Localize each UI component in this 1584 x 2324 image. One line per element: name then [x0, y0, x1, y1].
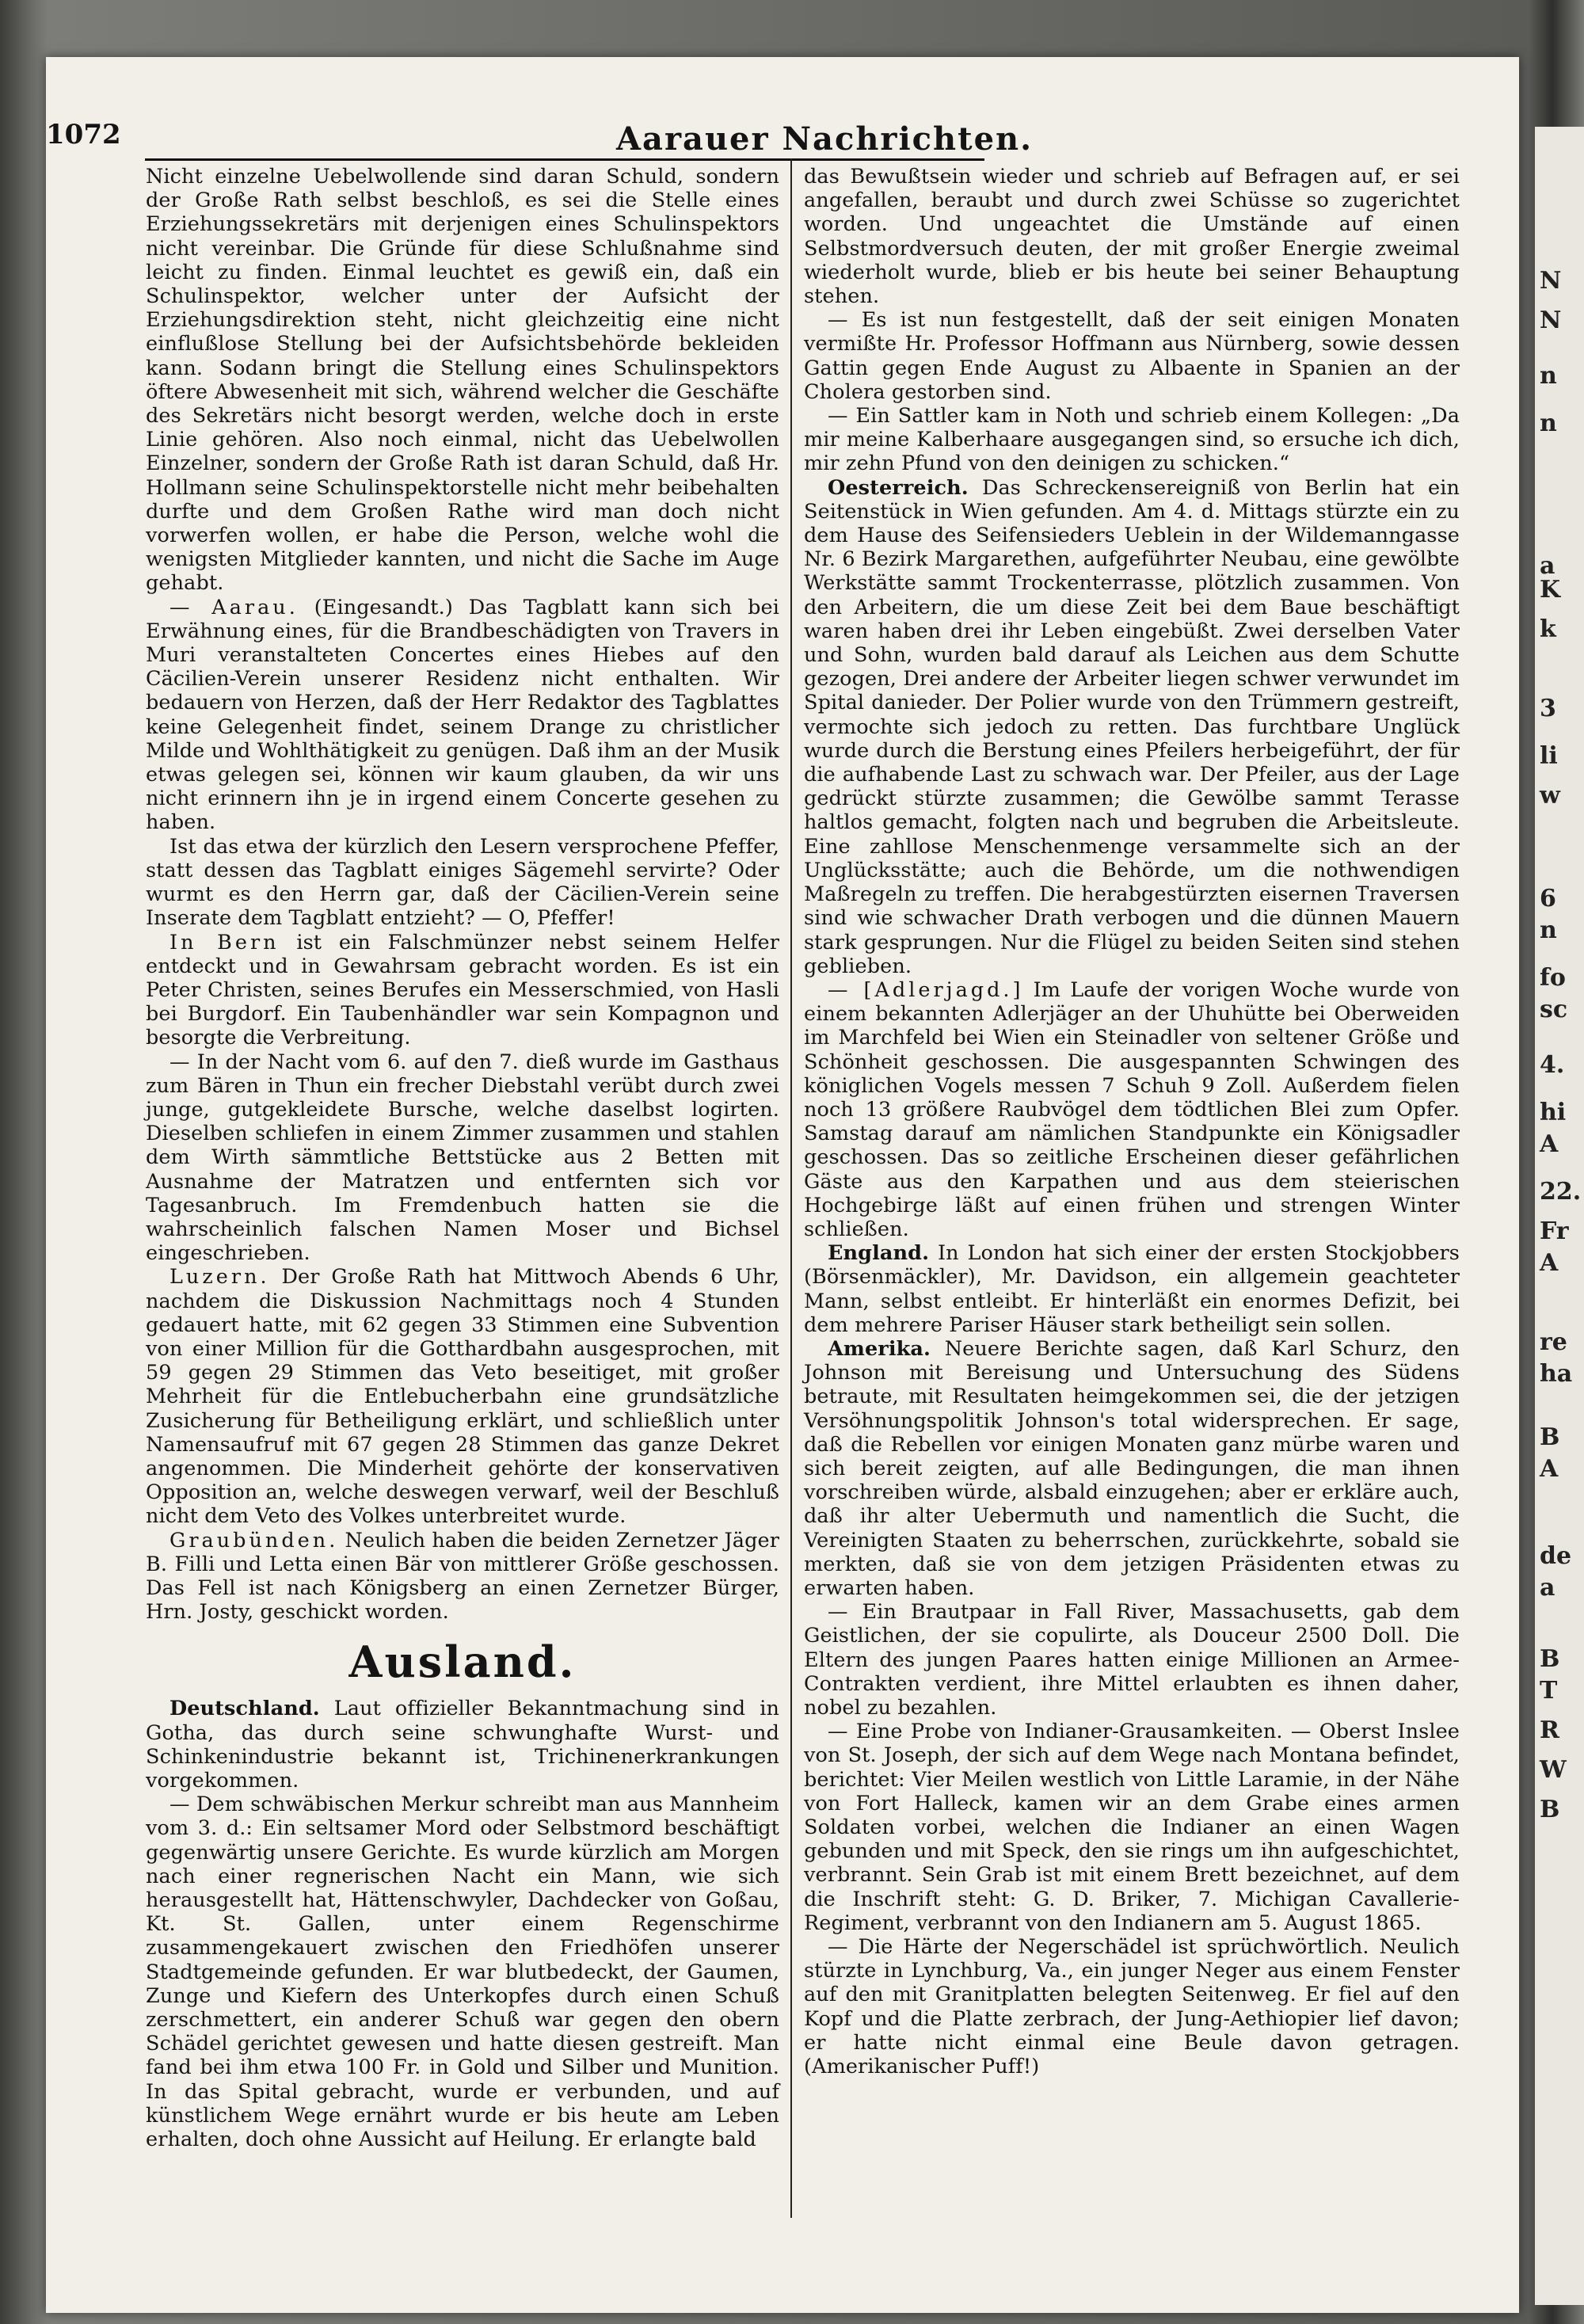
adjacent-page-fragment: 6 [1540, 885, 1556, 912]
adjacent-page-fragment: n [1540, 916, 1557, 944]
adjacent-page-edge [1535, 127, 1584, 2305]
article-text: Laut offizieller Bekanntmachung sind in Gotha, das durch seine schwunghafte Wurst- und Schinkenindustrie bekannt ist, Trichinenerkrankungen vorgekommen. [146, 1697, 779, 1793]
page-number: 1072 [46, 119, 121, 150]
adjacent-page-fragment: fo [1540, 964, 1566, 992]
country-heading: Deutschland. [169, 1697, 320, 1721]
article-paragraph [804, 476, 1460, 978]
adjacent-page-fragment: B [1540, 1423, 1560, 1451]
right-column [804, 165, 1460, 2078]
country-heading: Oesterreich. [828, 475, 969, 500]
adjacent-page-fragment: re [1540, 1328, 1567, 1356]
adjacent-page-fragment: 22. [1540, 1178, 1582, 1206]
article-paragraph: Nicht einzelne Uebelwollende sind daran Schuld, sondern der Große Rath selbst beschloß, es sei die Stelle eines Erziehungssekretärs mit derjenigen eines Schulinspektors nicht vereinbar. Die Gründe für diese Schlußnahme sind leicht zu finden. Einmal leuchtet es gewiß ein, daß ein Schulinspektor, welcher unter der Aufsicht der Erziehungsdirektion steht, nicht gleichzeitig eine nicht einflußlose Stellung bei der Aufsichtsbehörde bekleiden kann. Sodann bringt die Stellung eines Schulinspektors öftere Abwesenheit mit sich, während welcher die Geschäfte des Sekretärs nicht besorgt werden, welche doch in erste Linie gehören. Also noch einmal, nicht das Uebelwollen Einzelner, sondern der Große Rath ist daran Schuld, daß Hr. Hollmann seine Schulinspektorstelle nicht mehr beibehalten durfte und dem Großen Rathe wird man doch nicht vorwerfen wollen, er habe die Person, welche wohl die wenigsten Mitglieder kannten, und nicht die Sache im Auge gehabt. [146, 165, 779, 596]
article-text: In London hat sich einer der ersten Stockjobbers (Börsenmäckler), Mr. Davidson, ein allgemein geachteter Mann, selbst entleibt. Er hinterläßt ein enormes Defizit, bei dem mehrere Pariser Häuser stark betheiligt sein sollen. [804, 1241, 1460, 1337]
adjacent-page-fragment: n [1540, 410, 1557, 437]
adjacent-page-fragment: n [1540, 362, 1557, 390]
article-paragraph [146, 1697, 779, 1793]
article-paragraph [804, 978, 1460, 1241]
article-paragraph: — Ein Sattler kam in Noth und schrieb einem Kollegen: „Da mir meine Kalberhaare ausgegangen sind, so ersuche ich dich, mir zehn Pfund von den deinigen zu schicken.“ [804, 404, 1460, 476]
adjacent-page-fragment: de [1540, 1542, 1572, 1570]
adjacent-page-fragment: 4. [1540, 1051, 1565, 1079]
article-paragraph [146, 931, 779, 1050]
article-paragraph [146, 1265, 779, 1528]
article-text: Der Große Rath hat Mittwoch Abends 6 Uhr, nachdem die Diskussion Nachmittags noch 4 Stunden gedauert hatte, mit 62 gegen 33 Stimmen eine Subvention von einer Million für die Gotthardbahn ausgesprochen, mit 59 gegen 29 Stimmen das Veto beseitiget, mit großer Mehrheit für die Entlebucherbahn eine grundsätzliche Zusicherung für Betheiligung erklärt, und schließlich unter Namensaufruf mit 67 gegen 28 Stimmen das ganze Dekret angenommen. Die Minderheit gehörte der konservativen Opposition an, welche deswegen verwarf, weil der Beschluß nicht dem Veto des Volkes unterbreitet wurde. [146, 1265, 779, 1529]
masthead: Aarauer Nachrichten. [616, 120, 1034, 158]
article-paragraph: — Die Härte der Negerschädel ist sprüchwörtlich. Neulich stürzte in Lynchburg, Va., ein junger Neger aus einem Fenster auf den mit Granitplatten belegten Seitenweg. Er fiel auf den Kopf und die Platte zerbrach, der Jung-Aethiopier lief davon; er hatte nicht einmal eine Beule davon getragen. (Amerikanischer Puff!) [804, 1935, 1460, 2079]
adjacent-page-fragment: T [1540, 1677, 1558, 1705]
article-paragraph: — Es ist nun festgestellt, daß der seit einigen Monaten vermißte Hr. Professor Hoffmann aus Nürnberg, sowie dessen Gattin gegen Ende August zu Albaente in Spanien an der Cholera gestorben sind. [804, 308, 1460, 404]
article-paragraph: das Bewußtsein wieder und schrieb auf Befragen auf, er sei angefallen, beraubt und durch zwei Schüsse so zugerichtet worden. Und ungeachtet die Umstände auf einen Selbstmordversuch deuten, der mit großer Energie zweimal wiederholt wurde, blieb er bis heute bei seiner Behauptung stehen. [804, 165, 1460, 309]
adjacent-page-fragment: w [1540, 782, 1560, 810]
article-paragraph [804, 1241, 1460, 1337]
article-paragraph: — Eine Probe von Indianer-Grausamkeiten. — Oberst Inslee von St. Joseph, der sich auf dem Wege nach Montana befindet, berichtet: Vier Meilen westlich von Little Laramie, in der Nähe von Fort Halleck, kamen wir an dem Grabe eines armen Soldaten vorbei, welchen die Indianer an einen Wagen gebunden und mit Speck, den sie rings um ihn aufgeschichtet, verbrannt. Sein Grab ist mit einem Brett bezeichnet, auf dem die Inschrift steht: G. D. Briker, 7. Michigan Cavallerie-Regiment, verbrannt von den Indianern am 5. August 1865. [804, 1720, 1460, 1935]
country-heading: England. [828, 1241, 930, 1266]
article-paragraph: — Dem schwäbischen Merkur schreibt man aus Mannheim vom 3. d.: Ein seltsamer Mord oder Selbstmord beschäftigt gegenwärtig unsere Gerichte. Es wurde kürzlich am Morgen nach einer regnerischen Nacht ein Mann, wie sich herausgestellt hat, Hättenschwyler, Dachdecker von Goßau, Kt. St. Gallen, unter einem Regenschirme zusammengekauert zwischen den Friedhöfen unserer Stadtgemeinde gefunden. Er war blutbedeckt, der Gaumen, Zunge und Kiefern des Unterkopfes durch einen Schuß zerschmettert, ein anderer Schuß war gegen den obern Schädel gerichtet gewesen und hatte diesen gestreift. Man fand bei ihm etwa 100 Fr. in Gold und Silber und Munition. In das Spital gebracht, wurde er verbunden, und auf künstlichem Wege ernährt wurde er bis heute am Leben erhalten, doch ohne Aussicht auf Heilung. Er erlangte bald [146, 1793, 779, 2152]
adjacent-page-fragment: R [1540, 1716, 1559, 1744]
adjacent-page-fragment: A [1540, 1130, 1559, 1158]
adjacent-page-fragment: W [1540, 1756, 1567, 1784]
adjacent-page-fragment: B [1540, 1645, 1560, 1673]
adjacent-page-fragment: A [1540, 1249, 1559, 1277]
adjacent-page-fragment: 3 [1540, 695, 1556, 722]
dateline: — Aarau. [169, 595, 299, 619]
adjacent-page-fragment: li [1540, 742, 1558, 770]
column-rule [790, 158, 792, 2218]
adjacent-page-fragment: ha [1540, 1360, 1573, 1388]
article-paragraph: Ist das etwa der kürzlich den Lesern versprochene Pfeffer, statt dessen das Tagblatt einiges Sägemehl servirte? Oder wurmt es den Herrn gar, daß der Cäcilien-Verein seine Inserate dem Tagblatt entzieht? — O, Pfeffer! [146, 834, 779, 931]
article-text: Im Laufe der vorigen Woche wurde von einem bekannten Adlerjäger an der Uhuhütte bei Oberweiden im Marchfeld bei Wien ein Steinadler von seltener Größe und Schönheit geschossen. Die ausgespannten Schwingen des königlichen Vogels messen 7 Schuh 9 Zoll. Außerdem fielen noch 13 größere Raubvögel dem tödtlichen Blei zum Opfer. Samstag darauf am nämlichen Standpunkte ein Königsadler geschossen. Das so zeitliche Erscheinen dieser gefährlichen Gäste aus den Karpathen und aus dem steierischen Hochgebirge läßt auf einen frühen und strengen Winter schließen. [804, 977, 1460, 1241]
adjacent-page-fragment: A [1540, 1455, 1559, 1483]
article-paragraph [804, 1337, 1460, 1600]
adjacent-page-fragment: hi [1540, 1099, 1567, 1126]
adjacent-page-fragment: N [1540, 307, 1562, 334]
adjacent-page-fragment: N [1540, 267, 1562, 295]
adjacent-page-fragment: a [1540, 552, 1555, 580]
country-heading: Amerika. [828, 1336, 931, 1361]
article-text: ist ein Falschmünzer nebst seinem Helfer entdeckt und in Gewahrsam gebracht worden. Es ist ein Peter Christen, seines Berufes ein Messerschmied, von Hasli bei Burgdorf. Ein Taubenhändler war sein Kompagnon und besorgte die Verbreitung. [146, 930, 779, 1050]
dateline: Graubünden. [169, 1528, 339, 1553]
article-text: Neuere Berichte sagen, daß Karl Schurz, den Johnson mit Bereisung und Untersuchung des Südens betraute, mit Resultaten heimgekommen sei, die der jetzigen Versöhnungspolitik Johnson's total widersprechen. Er sage, daß die Rebellen vor einigen Monaten ganz mürbe waren und sich bereit zeigten, auf alle Bedingungen, die man ihnen vorschreiben würde, alsbald einzugehen; aber er erkläre auch, daß ihr alter Uebermuth und namentlich die Sucht, die Vereinigten Staaten zu beherrschen, zurückkehrte, sobald sie merkten, daß sie von dem jetzigen Präsidenten etwas zu erwarten haben. [804, 1336, 1460, 1600]
article-lead: — [Adlerjagd.] [828, 977, 1024, 1002]
article-paragraph: — In der Nacht vom 6. auf den 7. dieß wurde im Gasthaus zum Bären in Thun ein frecher Diebstahl verübt durch zwei junge, gutgekleidete Bursche, welche daselbst logirten. Dieselben schliefen in einem Zimmer zusammen und stahlen dem Wirth sämmtliche Bettstücke aus 2 Betten mit Ausnahme der Matratzen und entfernten sich vor Tagesanbruch. Im Fremdenbuch hatten sie die wahrscheinlich falschen Namen Moser und Bichsel eingeschrieben. [146, 1050, 779, 1266]
adjacent-page-fragment: a [1540, 1574, 1555, 1602]
article-text: Das Schreckensereigniß von Berlin hat ein Seitenstück in Wien gefunden. Am 4. d. Mittags stürzte ein zu dem Hause des Seifensieders Ueblein in der Wildemanngasse Nr. 6 Bezirk Margarethen, aufgeführter Neubau, eine gewölbte Werkstätte sammt Trockenterrasse, plötzlich zusammen. Von den Arbeitern, die um diese Zeit bei dem Baue beschäftigt waren haben drei ihr Leben eingebüßt. Zwei derselben Vater und Sohn, wurden bald darauf als Leichen aus dem Schutte gezogen, Drei andere der Arbeiter liegen schwer verwundet im Spital danieder. Der Polier wurde von den Trümmern gestreift, vermochte sich jedoch zu retten. Das furchtbare Unglück wurde durch die Berstung eines Pfeilers herbeigeführt, der für die aufhabende Last zu schwach war. Der Pfeiler, aus der Lage gedrückt stürzte zusammen; die Gewölbe sammt Terasse haltlos gemacht, folgten nach und begruben die Arbeitsleute. Eine zahllose Menschenmenge versammelte sich an der Unglücksstätte; auch die Behörde, um die nothwendigen Maßregeln zu treffen. Die herabgestürzten eisernen Traversen sind wie schwacher Drath verbogen und die dünnen Mauern stark gesprungen. Nur die Flügel zu beiden Seiten sind stehen geblieben. [804, 475, 1460, 978]
article-paragraph [146, 596, 779, 835]
adjacent-page-fragment: B [1540, 1796, 1560, 1823]
article-text: Neulich haben die beiden Zernetzer Jäger B. Filli und Letta einen Bär von mittlerer Größe geschossen. Das Fell ist nach Königsberg an einen Zernetzer Bürger, Hrn. Josty, geschickt worden. [146, 1528, 779, 1625]
dateline: In Bern [169, 930, 280, 954]
adjacent-page-fragment: k [1540, 615, 1556, 643]
article-paragraph [146, 1529, 779, 1625]
newspaper-page [46, 57, 1519, 2313]
article-text: (Eingesandt.) Das Tagblatt kann sich bei Erwähnung eines, für die Brandbeschädigten von Travers in Muri veranstalteten Concertes eines Hiebes auf den Cäcilien-Verein unserer Residenz nicht enthalten. Wir bedauern von Herzen, daß der Herr Redaktor des Tagblattes keine Gelegenheit findet, seinem Drange zu christlicher Milde und Wohlthätigkeit zu genügen. Daß ihm an der Musik etwas gelegen sei, können wir kaum glauben, da wir uns nicht erinnern ihn je in irgend einem Concerte gesehen zu haben. [146, 595, 779, 835]
section-title-ausland: Ausland. [348, 1636, 577, 1688]
adjacent-page-fragment: Fr [1540, 1217, 1569, 1245]
adjacent-page-fragment: sc [1540, 996, 1568, 1023]
dateline: Luzern. [169, 1265, 270, 1290]
left-column [146, 165, 779, 2151]
article-paragraph: — Ein Brautpaar in Fall River, Massachusetts, gab dem Geistlichen, der sie copulirte, als Douceur 2500 Doll. Die Eltern des jungen Paares hatten einige Millionen an Armee-Contrakten verdient, ihre Mittel erlaubten es ihnen daher, nobel zu bezahlen. [804, 1600, 1460, 1720]
adjacent-page-fragment: K [1540, 576, 1561, 604]
header-rule [145, 158, 984, 161]
